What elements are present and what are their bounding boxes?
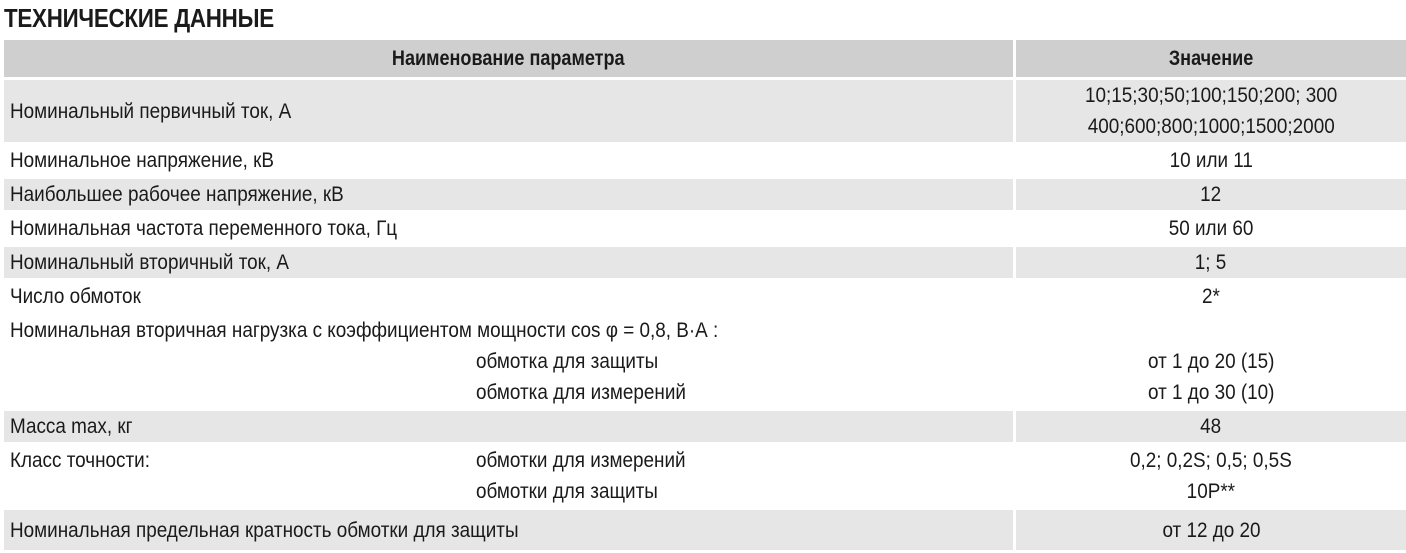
- param-name-cell: [4, 445, 1016, 510]
- param-value-cell: [1016, 145, 1406, 179]
- param-value: 10;15;30;50;100;150;200; 300: [1084, 84, 1338, 107]
- param-name-cell: [4, 315, 1016, 411]
- param-value-cell: [1016, 510, 1406, 553]
- param-subname: обмотка для защиты: [476, 350, 659, 373]
- param-name: Номинальное напряжение, кВ: [10, 149, 275, 172]
- param-name-cell: [4, 281, 1016, 315]
- param-name-cell: [4, 80, 1016, 145]
- param-value: 1; 5: [1195, 251, 1227, 274]
- param-value: 10 или 11: [1169, 149, 1253, 172]
- param-value: от 1 до 20 (15): [1147, 350, 1275, 373]
- param-name-cell: [4, 213, 1016, 247]
- table-row: [4, 510, 1406, 553]
- spec-table: [4, 40, 1406, 553]
- param-value-cell: [1016, 179, 1406, 213]
- param-value: 400;600;800;1000;1500;2000: [1087, 115, 1335, 138]
- page-title: ТЕХНИЧЕСКИЕ ДАННЫЕ: [4, 3, 274, 33]
- param-name: Наибольшее рабочее напряжение, кВ: [10, 183, 344, 206]
- param-name: Номинальный первичный ток, А: [10, 99, 292, 123]
- param-name: Число обмоток: [10, 285, 141, 308]
- table-row: [4, 445, 1406, 510]
- column-header-name: Наименование параметра: [4, 40, 1016, 80]
- param-value-cell: [1016, 315, 1406, 411]
- param-name: Масса max, кг: [10, 415, 133, 438]
- param-value: от 1 до 30 (10): [1147, 381, 1275, 404]
- param-name-cell: [4, 411, 1016, 445]
- param-value: 0,2; 0,2S; 0,5; 0,5S: [1130, 449, 1292, 472]
- param-subname: обмотки для защиты: [476, 480, 658, 503]
- param-subname: обмотки для измерений: [476, 449, 686, 472]
- param-value: 50 или 60: [1168, 217, 1254, 240]
- param-value: от 12 до 20: [1161, 518, 1261, 542]
- param-name-cell: [4, 145, 1016, 179]
- table-row: [4, 213, 1406, 247]
- table-row: [4, 315, 1406, 411]
- param-name: Номинальная вторичная нагрузка с коэффициентом мощности cos φ = 0,8, В·А :: [10, 319, 719, 342]
- param-value-cell: [1016, 80, 1406, 145]
- param-name: Номинальная частота переменного тока, Гц: [10, 217, 398, 240]
- table-row: [4, 145, 1406, 179]
- param-name: Класс точности:: [10, 449, 150, 472]
- table-row: [4, 411, 1406, 445]
- param-value-cell: [1016, 247, 1406, 281]
- param-name: Номинальный вторичный ток, А: [10, 251, 290, 274]
- table-header-row: [4, 40, 1406, 80]
- param-value: 2*: [1202, 285, 1220, 308]
- param-value: 48: [1200, 415, 1222, 438]
- param-name-cell: [4, 247, 1016, 281]
- param-name-cell: [4, 510, 1016, 553]
- column-header-value: Значение: [1016, 40, 1406, 80]
- param-name: Номинальная предельная кратность обмотки для защиты: [10, 518, 519, 542]
- param-value-cell: [1016, 445, 1406, 510]
- param-name-cell: [4, 179, 1016, 213]
- param-subname: обмотка для измерений: [476, 381, 686, 404]
- param-value: 10P**: [1186, 480, 1236, 503]
- param-value-cell: [1016, 281, 1406, 315]
- table-row: [4, 247, 1406, 281]
- table-row: [4, 80, 1406, 145]
- table-row: [4, 281, 1406, 315]
- param-value-cell: [1016, 411, 1406, 445]
- param-value: 12: [1200, 183, 1222, 206]
- param-value-cell: [1016, 213, 1406, 247]
- table-row: [4, 179, 1406, 213]
